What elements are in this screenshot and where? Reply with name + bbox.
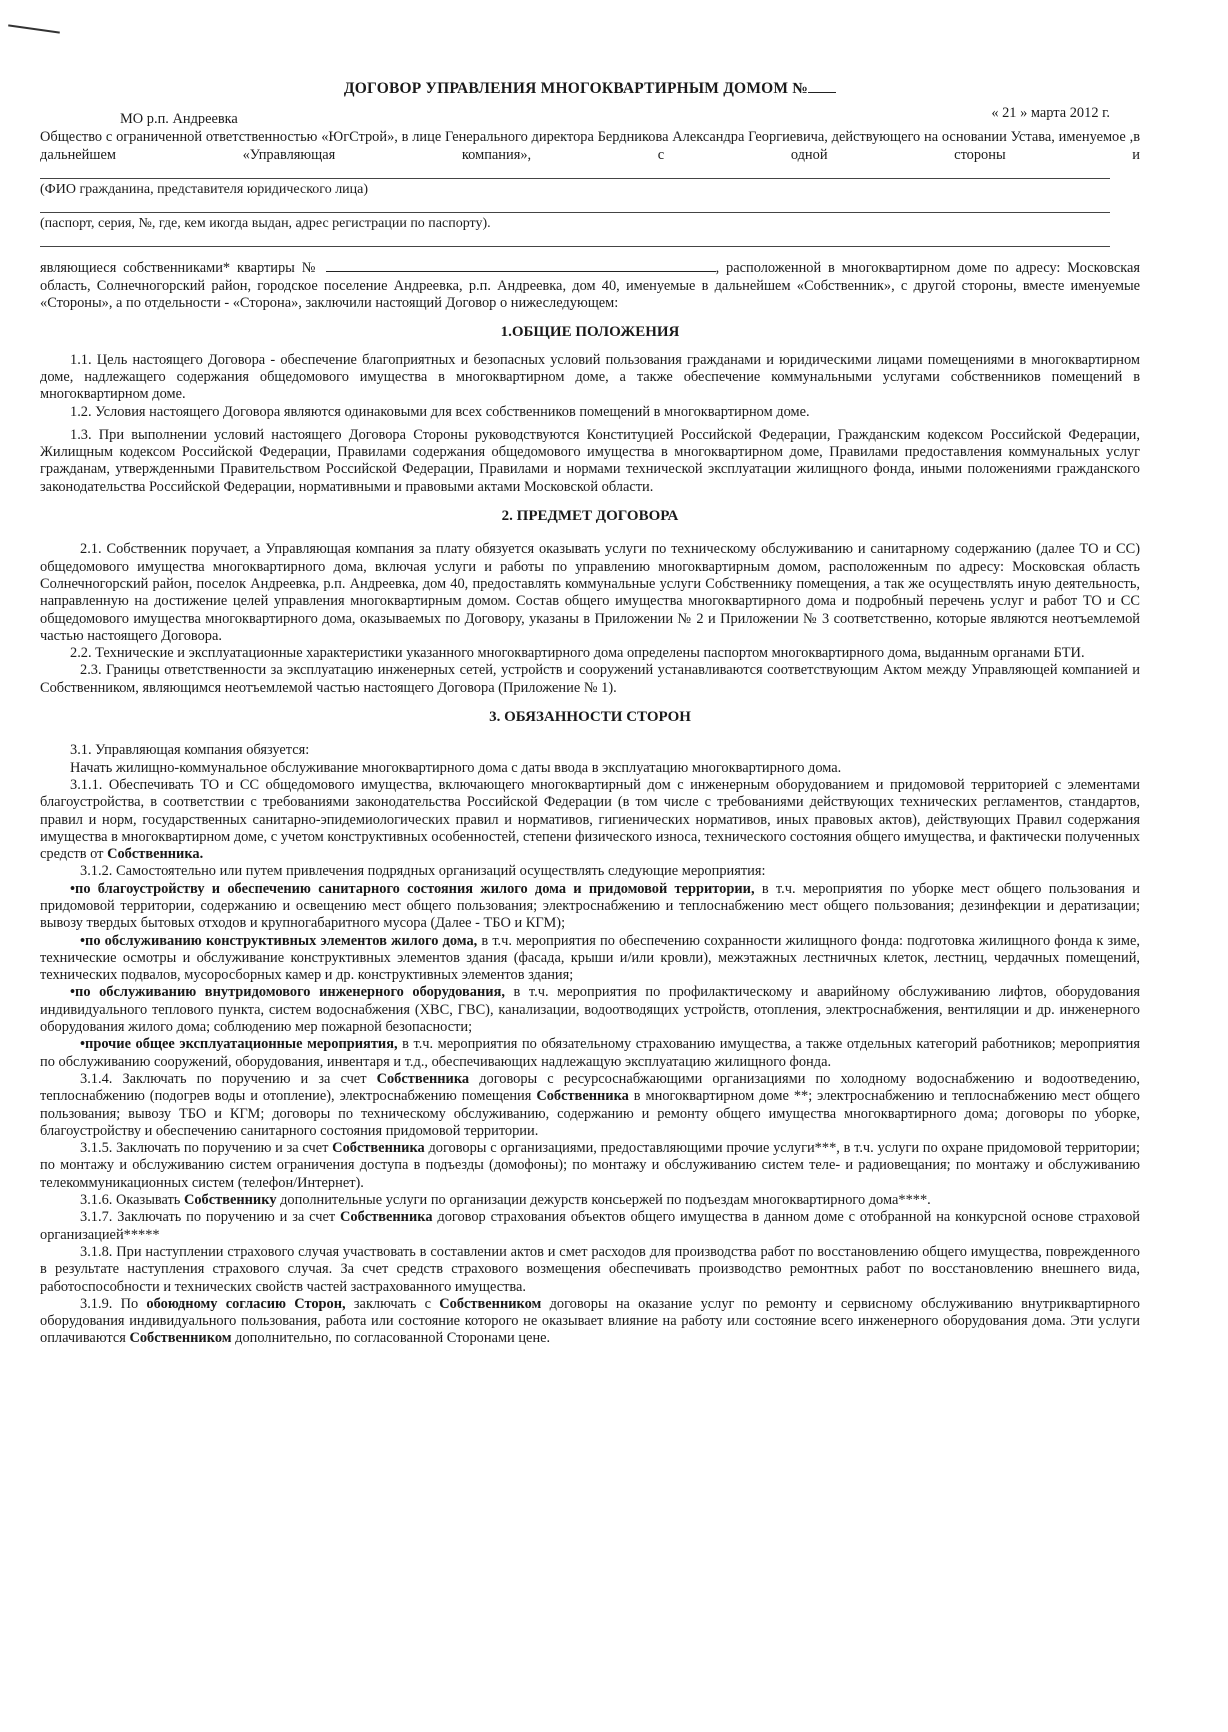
document-title-text: ДОГОВОР УПРАВЛЕНИЯ МНОГОКВАРТИРНЫМ ДОМОМ № [343,80,809,97]
bullet-sanitary [40,881,1140,933]
document-title [40,80,1140,97]
clause-2-1: 2.1. Собственник поручает, а Управляющая компания за плату обязуется оказывать услуги по техническому обслуживанию и санитарному содержанию (далее ТО и СС) общедомового имущества многоквартирного дома, включая услуги и работы по управлению многоквартирным домом, расположенным по адресу: Московская область Солнечногорский район, поселок Андреевка, р.п. Андреевка, дом 40, предоставлять коммунальные услуги Собственнику помещения, а так же осуществлять иную деятельность, направленную на достижение целей управления многоквартирным домом. Состав общего имущества многоквартирного дома и подробный перечень услуг и работ ТО и СС общедомового имущества многоквартирного дома, оказываемых по Договору, указаны в Приложении № 2 и Приложении № 3 соответственно, которые являются неотъемлемой частью настоящего Договора. [40,541,1140,644]
clause-3-1-5-b: Собственника [332,1140,425,1157]
clause-3-1-7-b: Собственника [339,1209,433,1226]
clause-3-1-9-b1: обоюдному согласию Сторон, [146,1295,346,1312]
clause-3-1-9-d: договоры на оказание услуг по ремонту и сервисному обслуживанию внутриквартирного оборудования индивидуального пользования, работа или состояние которого не оказывает влияние на работу или состояние всего инженерного оборудования дома. Эти услуги оплачиваются [40,1295,1140,1347]
bullet-other-text: в т.ч. мероприятия по обязательному страхованию имущества, а также отдельных категорий работников; мероприятия по обслуживанию сооружений, оборудования, инвентаря и т.д., обеспечивающих надлежащую эксплуатацию жилищного фонда. [40,1036,1141,1070]
bullet-structural [40,933,1140,985]
clause-3-1-4 [40,1071,1140,1140]
bullet-engineering-bold: •по обслуживанию внутридомового инженерного оборудования, [70,984,505,1001]
fill-line-address [40,232,1110,247]
clause-3-1-7-a: 3.1.7. Заключать по поручению и за счет [80,1209,340,1226]
clause-3-1-9-e: дополнительно, по согласованной Сторонами цене. [231,1330,551,1347]
clause-1-1: 1.1. Цель настоящего Договора - обеспечение благоприятных и безопасных условий пользования гражданами и юридическими лицами помещениями в многоквартирном доме, надлежащего содержания общедомового имущества в многоквартирном доме, а также обеспечение коммунальными услугами собственников помещений в многоквартирном доме. [40,351,1140,403]
contract-number-blank [808,92,836,93]
clause-3-1-5-c: договоры с организациями, предоставляющими прочие услуги***, в т.ч. услуги по охране придомовой территории; по монтажу и обслуживанию систем ограничения доступа в подъезды (домофоны); по монтажу и обслуживанию систем теле- и радиовещания; по монтажу и обслуживанию телекоммуникационных систем (телефон/Интернет). [40,1140,1140,1191]
bullet-other-bold: •прочие общее эксплуатационные мероприятия, [80,1036,398,1053]
clause-3-1-7-c: договор страхования объектов общего имущества в данном доме с отобранной на конкурсной основе страховой организацией***** [40,1209,1140,1243]
bullet-sanitary-bold: •по благоустройству и обеспечению санитарного состояния жилого дома и придомовой территории, [70,880,755,897]
clause-1-2: 1.2. Условия настоящего Договора являются одинаковыми для всех собственников помещений в многоквартирном доме. [70,403,810,420]
place-date-row [40,105,1140,129]
section-1-title: 1.ОБЩИЕ ПОЛОЖЕНИЯ [500,324,680,341]
fill-line-passport [40,198,1110,213]
clause-3-1-4-b2: Собственника [536,1088,629,1105]
clause-2-3: 2.3. Границы ответственности за эксплуатацию инженерных сетей, устройств и сооружений устанавливаются соответствующим Актом между Управляющей компанией и Собственником, являющимся неотъемлемой частью настоящего Договора (Приложение № 1). [40,662,1140,696]
bullet-other [40,1036,1140,1071]
bullet-structural-text: в т.ч. мероприятия по обеспечению сохранности жилищного фонда: подготовка жилищного фонда к зиме, технические осмотры и обслуживание конструктивных элементов здания (фасада, крыши и/или кровли), межэтажных лестничных клеток, лестниц, чердачных помещений, технических подвалов, мусоросборных камер и др. конструктивных элементов здания; [40,932,1140,984]
place-label: МО р.п. Андреевка [120,111,238,128]
scan-pen-mark [8,24,60,33]
clause-3-1-9-b3: Собственником [129,1330,232,1347]
clause-3-1-8: 3.1.8. При наступлении страхового случая участвовать в составлении актов и смет расходов для производства работ по восстановлению общего имущества, поврежденного в результате наступления страхового случая. За счет средств страхового возмещения обеспечивать производство ремонтных работ по восстановлению внешнего вида, работоспособности и технических свойств частей застрахованного имущества. [40,1243,1140,1295]
clause-3-1-9-c: заключать с [345,1295,440,1312]
clause-3-1-9-a: 3.1.9. По [80,1295,147,1312]
clause-3-1-7 [40,1209,1140,1244]
clause-3-1-4-b1: Собственника [376,1070,470,1087]
bullet-structural-bold: •по обслуживанию конструктивных элементов жилого дома, [80,932,478,949]
clause-3-1: 3.1. Управляющая компания обязуется: [70,742,310,759]
clause-3-1-1-bold: Собственника. [107,846,204,863]
clause-2-2: 2.2. Технические и эксплуатационные характеристики указанного многоквартирного дома определены паспортом многоквартирного дома, выданным органами БТИ. [70,645,1085,662]
clause-3-1-start: Начать жилищно-коммунальное обслуживание многоквартирного дома с даты ввода в эксплуатацию многоквартирного дома. [70,759,842,776]
clause-3-1-1-text: 3.1.1. Обеспечивать ТО и СС общедомового имущества, включающего многоквартирный дом с инженерным оборудованием и придомовой территорией с элементами благоустройства, в соответствии с требованиями законодательства Российской Федерации (в том числе с требованиями действующих технических регламентов, стандартов, правил и норм, государственных санитарно-эпидемиологических правил и нормативов, гигиенических нормативов, иных правовых актов), действующих Правил содержания имущества в многоквартирном доме, с учетом конструктивных особенностей, степени физического износа, технического состояния общего имущества, и фактически полученных средств от [40,776,1140,863]
owners-paragraph [40,259,1140,312]
caption-fio: (ФИО гражданина, представителя юридического лица) [40,181,369,197]
clause-3-1-2: 3.1.2. Самостоятельно или путем привлечения подрядных организаций осуществлять следующие мероприятия: [80,863,766,880]
bullet-engineering [40,984,1140,1036]
section-2-title: 2. ПРЕДМЕТ ДОГОВОРА [501,508,679,525]
clause-3-1-6-b: Собственнику [183,1192,277,1209]
bullet-sanitary-text: в т.ч. мероприятия по уборке мест общего пользования и придомовой территории, содержанию и освещению мест общего пользования; электроснабжению и теплоснабжению мест общего пользования; дезинфекции и дератизации; вывозу твердых бытовых отходов и крупногабаритного мусора (Далее - ТБО и КГМ); [40,880,1140,932]
clause-3-1-1 [40,777,1140,863]
clause-3-1-9-b2: Собственником [439,1295,542,1312]
owners-rest: , расположенной в многоквартирном доме по адресу: Московская область, Солнечногорский район, городское поселение Андреевка, р.п. Андреевка, дом 40, именуемые в дальнейшем «Собственник», с другой стороны, вместе именуемые «Стороны», а по отдельности - «Сторона», заключили настоящий Договор о нижеследующем: [40,260,1140,312]
caption-passport: (паспорт, серия, №, где, кем икогда выдан, адрес регистрации по паспорту). [40,216,491,232]
fill-line-fio [40,164,1110,179]
contract-date: « 21 » марта 2012 г. [991,105,1110,122]
contract-page [40,70,1140,1348]
clause-3-1-4-d: в многоквартирном доме **; электроснабжению и теплоснабжению мест общего пользования; вывозу ТБО и КГМ; договоры по техническому обслуживанию, содержанию и ремонту общего имущества многоквартирного дома; договоры по уборке, благоустройству и обеспечению санитарного состояния придомовой территории. [40,1088,1140,1139]
clause-3-1-5-a: 3.1.5. Заключать по поручению и за счет [80,1140,333,1157]
clause-1-3: 1.3. При выполнении условий настоящего Договора Стороны руководствуются Конституцией Российской Федерации, Гражданским кодексом Российской Федерации, Жилищным кодексом Российской Федерации, Правилами содержания общедомового имущества в многоквартирном доме, Правилами предоставления коммунальных услуг гражданам, утвержденными Правительством Российской Федерации, Правилами и нормами технической эксплуатации жилищного фонда, иными положениями гражданского законодательства Российской Федерации, нормативными и правовыми актами Московской области. [40,426,1140,495]
clause-3-1-6-c: дополнительные услуги по организации дежурств консьержей по подъездам многоквартирного дома****. [276,1192,931,1209]
intro-paragraph: Общество с ограниченной ответственностью «ЮгСтрой», в лице Генерального директора Бердникова Александра Георгиевича, действующего на основании Устава, именуемое ,в дальнейшем «Управляющая компания», с одной стороны и [40,129,1140,163]
clause-3-1-6-a: 3.1.6. Оказывать [80,1192,184,1209]
section-3-title: 3. ОБЯЗАННОСТИ СТОРОН [489,709,691,726]
clause-3-1-4-c: договоры с ресурсоснабжающими организациями по холодному водоснабжению и водоотведению, теплоснабжению (подогрев воды и отопление), электроснабжению помещения [40,1070,1140,1105]
apartment-number-blank [326,259,716,272]
clause-3-1-6 [40,1192,1140,1209]
bullet-engineering-text: в т.ч. мероприятия по профилактическому и аварийному обслуживанию лифтов, оборудования индивидуального теплового пункта, систем водоснабжения (ХВС, ГВС), канализации, водоотводящих устройств, отопления, электроснабжения, вентиляции и др. инженерного оборудования жилого дома; соблюдению мер пожарной безопасности; [40,984,1140,1036]
clause-3-1-5 [40,1140,1140,1192]
owners-prefix: являющиеся собственниками* квартиры № [40,260,319,277]
clause-3-1-4-a: 3.1.4. Заключать по поручению и за счет [80,1070,377,1087]
clause-3-1-9 [40,1296,1140,1348]
